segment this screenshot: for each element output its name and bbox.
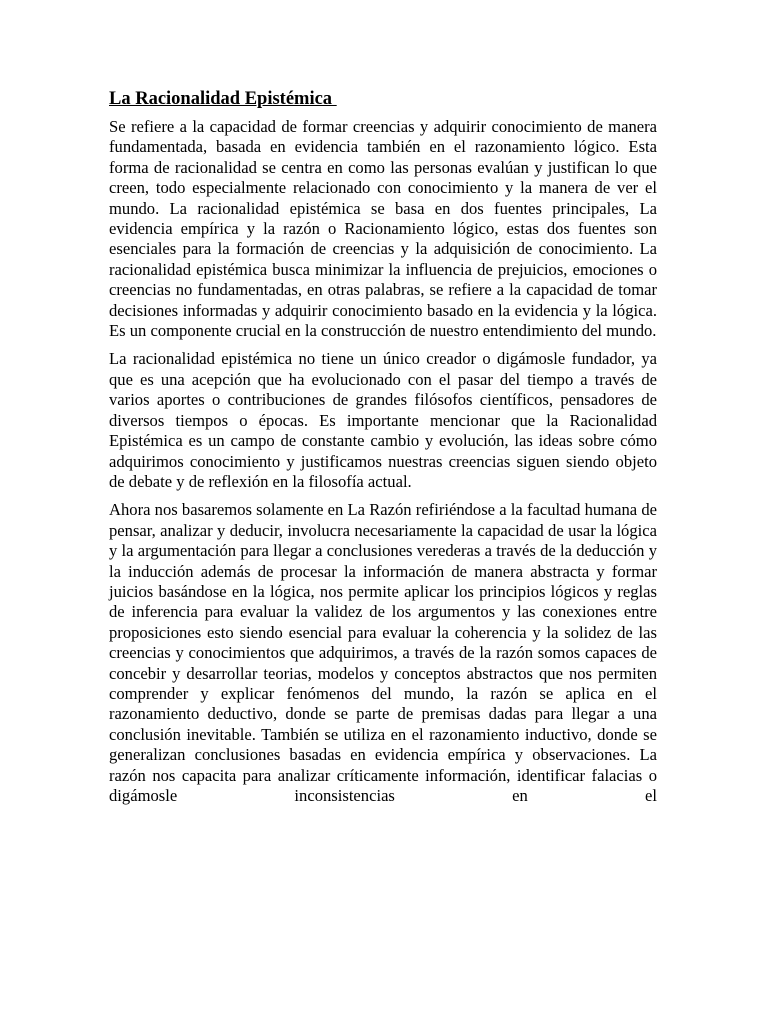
document-title: La Racionalidad Epistémica	[109, 89, 337, 109]
document-body	[109, 88, 657, 814]
paragraph-definition: Se refiere a la capacidad de formar creencias y adquirir conocimiento de manera fundamentada, basada en evidencia también en el razonamiento lógico. Esta forma de racionalidad se centra en como las personas evalúan y justifican lo que creen, todo especialmente relacionado con conocimiento y la manera de ver el mundo. La racionalidad epistémica se basa en dos fuentes principales, La evidencia empírica y la razón o Racionamiento lógico, estas dos fuentes son esenciales para la formación de creencias y la adquisición de conocimiento. La racionalidad epistémica busca minimizar la influencia de prejuicios, emociones o creencias no fundamentadas, en otras palabras, se refiere a la capacidad de tomar decisiones informadas y adquirir conocimiento basado en la evidencia y la lógica. Es un componente crucial en la construcción de nuestro entendimiento del mundo.	[109, 117, 657, 341]
paragraph-origin: La racionalidad epistémica no tiene un único creador o digámosle fundador, ya que es una acepción que ha evolucionado con el pasar del tiempo a través de varios aportes o contribuciones de grandes filósofos científicos, pensadores de diversos tiempos o épocas. Es importante mencionar que la Racionalidad Epistémica es un campo de constante cambio y evolución, las ideas sobre cómo adquirimos conocimiento y justificamos nuestras creencias siguen siendo objeto de debate y de reflexión en la filosofía actual.	[109, 349, 657, 491]
paragraph-reason: Ahora nos basaremos solamente en La Razón refiriéndose a la facultad humana de pensar, analizar y deducir, involucra necesariamente la capacidad de usar la lógica y la argumentación para llegar a conclusiones verederas a través de la deducción y la inducción además de procesar la información de manera abstracta y formar juicios basándose en la lógica, nos permite aplicar los principios lógicos y reglas de inferencia para evaluar la validez de los argumentos y las conexiones entre proposiciones esto siendo esencial para evaluar la coherencia y la solidez de las creencias y conocimientos que adquirimos, a través de la razón somos capaces de concebir y desarrollar teorias, modelos y conceptos abstractos que nos permiten comprender y explicar fenómenos del mundo, la razón se aplica en el razonamiento deductivo, donde se parte de premisas dadas para llegar a una conclusión inevitable. También se utiliza en el razonamiento inductivo, donde se generalizan conclusiones basadas en evidencia empírica y observaciones. La razón nos capacita para analizar críticamente información, identificar falacias o digámosle inconsistencias en el	[109, 500, 657, 805]
